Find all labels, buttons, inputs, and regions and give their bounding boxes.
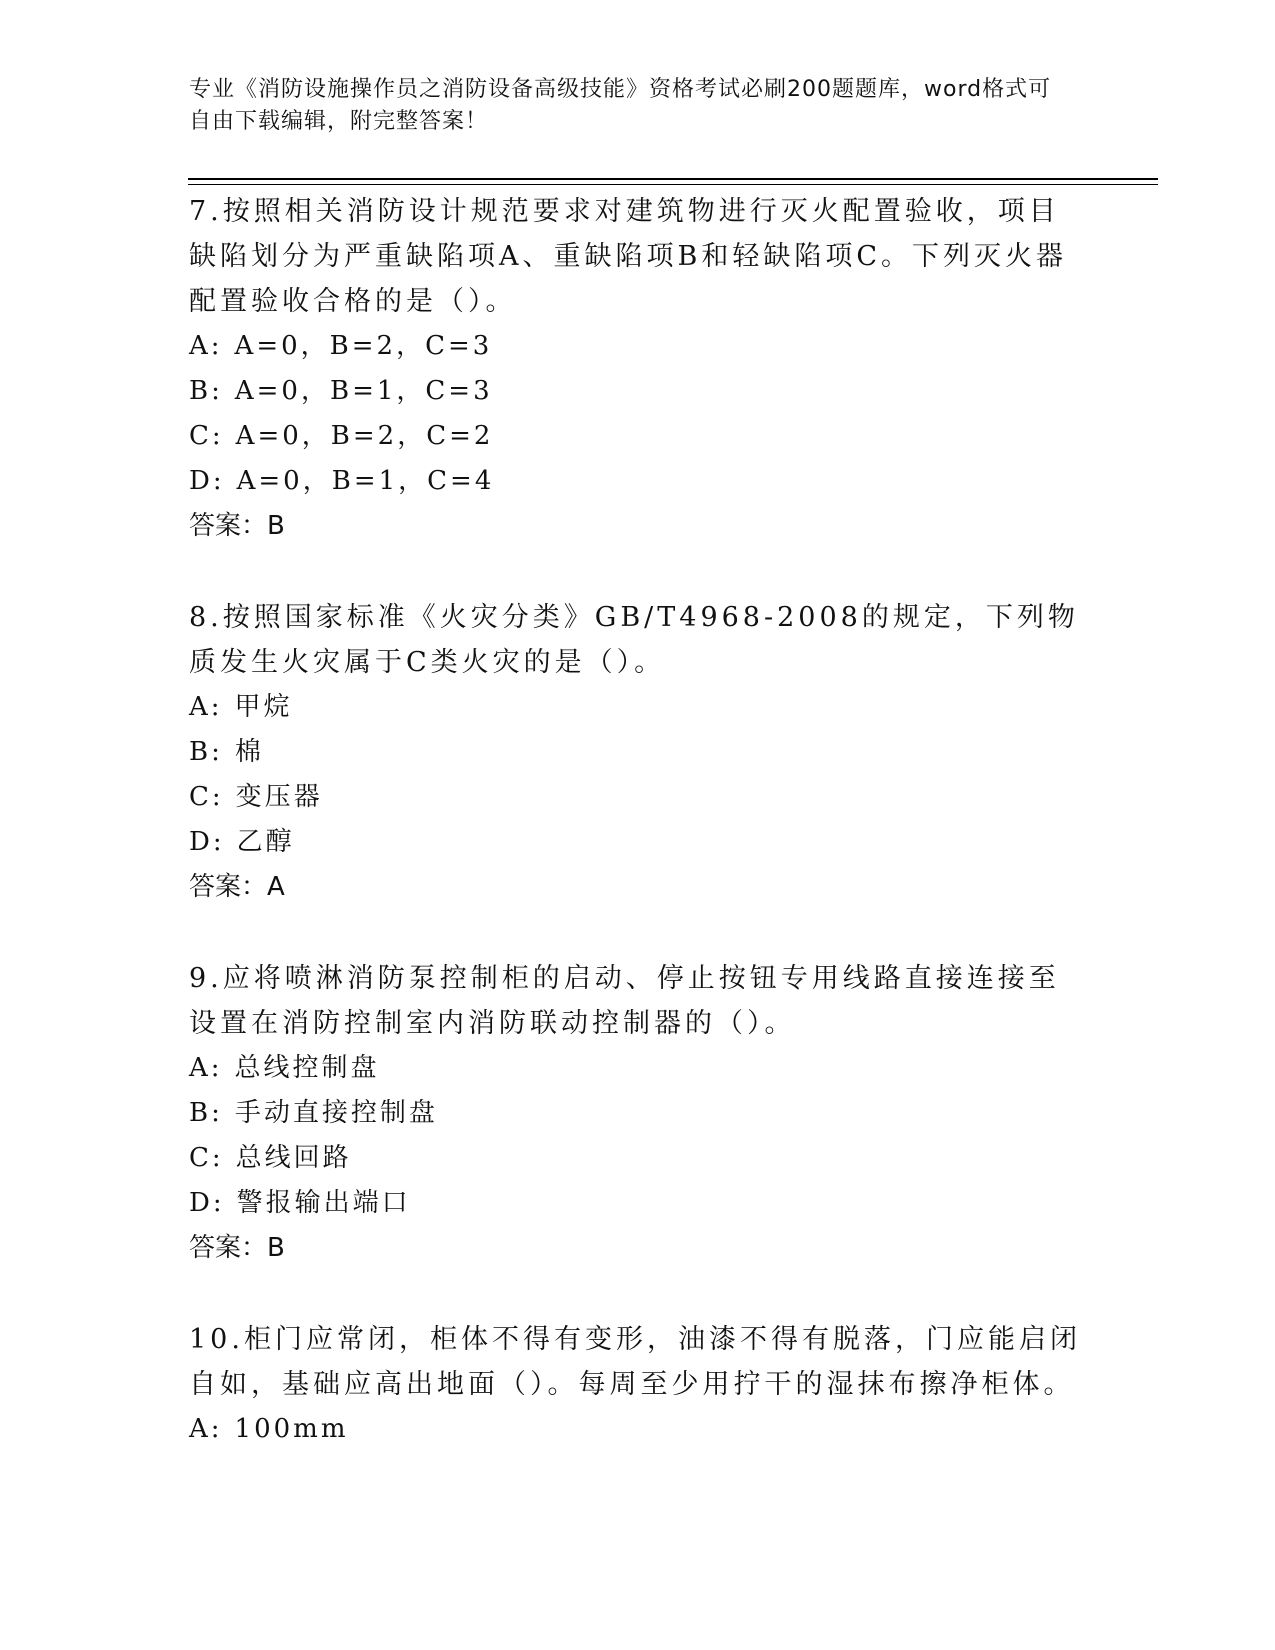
document-header: 专业《消防设施操作员之消防设备高级技能》资格考试必刷200题题库，word格式可自由下载编辑，附完整答案！ [189,77,1052,134]
option-a: A: A=0，B=2，C=3 [189,331,493,361]
option-a: A: 甲烷 [189,692,293,722]
answer-line: 答案：A [189,872,285,902]
question-9 [189,956,1089,1271]
option-c: C: 总线回路 [189,1143,352,1173]
question-text: 9.应将喷淋消防泵控制柜的启动、停止按钮专用线路直接连接至设置在消防控制室内消防联动控制器的（）。 [189,963,1060,1039]
question-text: 8.按照国家标准《火灾分类》GB/T4968-2008的规定，下列物质发生火灾属于C类火灾的是（）。 [189,602,1079,678]
option-a: A: 100mm [189,1414,349,1444]
question-7 [189,189,1089,549]
option-d: D: 警报输出端口 [189,1188,411,1218]
question-10 [189,1317,1089,1452]
option-c: C: A=0，B=2，C=2 [189,421,494,451]
question-8 [189,595,1089,910]
answer-line: 答案：B [189,511,285,541]
option-a: A: 总线控制盘 [189,1053,380,1083]
header-divider-thin [188,184,1158,185]
header-divider-thick [188,178,1158,180]
question-list [189,189,1089,1498]
option-d: D: 乙醇 [189,827,295,857]
option-b: B: A=0，B=1，C=3 [189,376,493,406]
question-text: 7.按照相关消防设计规范要求对建筑物进行灭火配置验收，项目缺陷划分为严重缺陷项A、重缺陷项B和轻缺陷项C。下列灭火器配置验收合格的是（）。 [189,196,1067,317]
answer-line: 答案：B [189,1233,285,1263]
question-text: 10.柜门应常闭，柜体不得有变形，油漆不得有脱落，门应能启闭自如，基础应高出地面（）。每周至少用拧干的湿抹布擦净柜体。 [189,1324,1081,1400]
option-c: C: 变压器 [189,782,323,812]
option-b: B: 手动直接控制盘 [189,1098,438,1128]
option-b: B: 棉 [189,737,264,767]
option-d: D: A=0，B=1，C=4 [189,466,495,496]
